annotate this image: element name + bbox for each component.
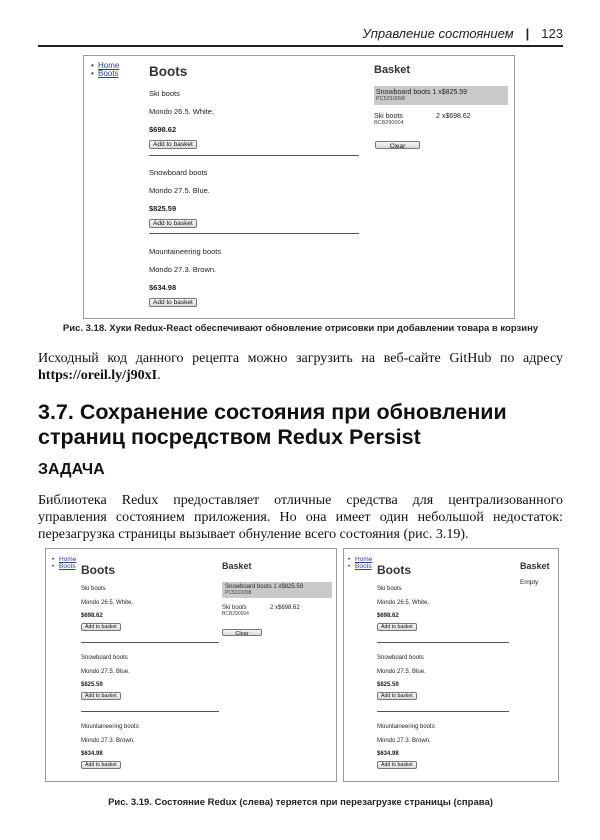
product-item xyxy=(81,724,139,769)
add-to-basket-button[interactable]: Add to basket xyxy=(377,761,417,769)
add-to-basket-button[interactable]: Add to basket xyxy=(149,140,197,149)
product-price: $634.98 xyxy=(81,751,103,757)
product-name: Mountaineering boots xyxy=(377,724,435,730)
caption-text: Хуки Redux-React обеспечивают обновление отрисовки при добавлении товара в корзину xyxy=(109,323,539,334)
basket-item-name: Ski boots xyxy=(222,605,247,611)
basket-item xyxy=(374,86,508,105)
nav-list xyxy=(348,557,372,571)
boots-link[interactable]: Boots xyxy=(59,562,76,570)
basket-item-name: Ski boots xyxy=(374,113,403,120)
figure-3-19-right-screenshot xyxy=(343,548,559,782)
source-url[interactable]: https://oreil.ly/j90xI xyxy=(38,368,158,383)
product-price: $825.59 xyxy=(81,682,103,688)
product-description: Mondo 27.3. Brown. xyxy=(377,738,431,744)
home-link[interactable]: Home xyxy=(355,556,373,563)
header-separator: | xyxy=(525,26,530,41)
home-link[interactable]: Home xyxy=(59,556,77,563)
clear-button[interactable]: Clear xyxy=(375,141,420,149)
product-item xyxy=(81,586,133,631)
basket-title: Basket xyxy=(222,561,252,571)
basket-item-qty: 2 x$698.62 xyxy=(436,113,471,120)
basket-title: Basket xyxy=(374,64,411,76)
product-item xyxy=(149,89,214,149)
basket-item-qty: 2 x$698.62 xyxy=(270,605,300,611)
product-description: Mondo 26.5. White. xyxy=(149,107,215,116)
add-to-basket-button[interactable]: Add to basket xyxy=(81,761,121,769)
figure-3-18-screenshot xyxy=(83,55,515,319)
product-price: $825.59 xyxy=(377,682,399,688)
add-to-basket-button[interactable]: Add to basket xyxy=(149,298,197,307)
product-description: Mondo 27.5. Blue. xyxy=(377,669,426,675)
basket-item-name: Snowboard boots xyxy=(376,89,431,96)
boots-link[interactable]: Boots xyxy=(98,69,119,79)
product-item xyxy=(377,724,435,769)
product-divider xyxy=(149,155,359,156)
product-name: Ski boots xyxy=(149,89,180,98)
task-paragraph: Библиотека Redux предоставляет отличные средства для централизованного управления состоянием приложения. Но она имеет один небольшой недостаток: перезагрузка страницы вызывает обнуление всего состояния (рис. 3.19). xyxy=(38,493,563,542)
basket-item-name: Snowboard boots xyxy=(225,584,272,590)
add-to-basket-button[interactable]: Add to basket xyxy=(377,692,417,700)
caption-label: Рис. 3.18. xyxy=(62,323,107,334)
section-heading: 3.7. Сохранение состояния при обновлении страниц посредством Redux Persist xyxy=(38,400,507,449)
product-description: Mondo 26.5. White. xyxy=(81,600,134,606)
product-name: Snowboard boots xyxy=(377,655,424,661)
store-title: Boots xyxy=(377,563,411,577)
basket-empty-text: Empty xyxy=(520,579,539,586)
store-title: Boots xyxy=(81,563,115,577)
product-description: Mondo 26.5. White. xyxy=(377,600,430,606)
source-text: Исходный код данного рецепта можно загрузить на веб-сайте GitHub по адресу xyxy=(38,351,563,366)
caption-label: Рис. 3.19. xyxy=(108,797,152,808)
product-price: $825.59 xyxy=(149,204,177,213)
basket-item xyxy=(222,605,326,617)
boots-link[interactable]: Boots xyxy=(355,562,372,570)
chapter-title: Управление состоянием xyxy=(362,26,514,41)
nav-item-boots xyxy=(91,70,119,78)
product-name: Ski boots xyxy=(81,586,106,592)
product-name: Mountaineering boots xyxy=(81,724,139,730)
home-link[interactable]: Home xyxy=(98,61,120,70)
product-name: Mountaineering boots xyxy=(149,247,222,256)
basket-item xyxy=(222,582,332,598)
nav-list xyxy=(52,557,76,571)
clear-button[interactable]: Clear xyxy=(222,629,262,636)
product-item xyxy=(81,655,130,700)
product-price: $698.62 xyxy=(377,613,399,619)
product-description: Mondo 27.5. Blue. xyxy=(149,186,210,195)
nav-item-boots xyxy=(348,564,372,571)
source-trailing: . xyxy=(157,368,161,383)
basket-item-qty: 1 x$825.59 xyxy=(273,584,304,590)
basket-item xyxy=(374,113,504,126)
basket-item-code: PC5310098 xyxy=(225,590,252,596)
product-divider xyxy=(149,233,359,234)
add-to-basket-button[interactable]: Add to basket xyxy=(81,623,121,631)
add-to-basket-button[interactable]: Add to basket xyxy=(81,692,121,700)
product-item xyxy=(149,168,210,228)
product-description: Mondo 27.5. Blue. xyxy=(81,669,130,675)
product-divider xyxy=(377,711,509,712)
product-divider xyxy=(81,642,219,643)
store-title: Boots xyxy=(149,64,188,79)
basket-title: Basket xyxy=(520,561,550,571)
product-item xyxy=(377,586,429,631)
basket-item-code: PC5310098 xyxy=(376,96,406,102)
running-header xyxy=(38,26,563,44)
figure-3-19-left-screenshot xyxy=(45,548,337,782)
product-price: $698.62 xyxy=(149,125,177,134)
basket-item-code: BCB290004 xyxy=(222,611,249,617)
caption-text: Состояние Redux (слева) теряется при перезагрузке страницы (справа) xyxy=(154,797,493,808)
product-description: Mondo 27.3. Brown. xyxy=(149,265,217,274)
task-heading: ЗАДАЧА xyxy=(38,461,105,478)
basket-item-qty: 1 x$825.59 xyxy=(432,89,468,96)
product-item xyxy=(377,655,426,700)
page-number: 123 xyxy=(541,26,563,41)
product-divider xyxy=(377,642,509,643)
figure-3-18-caption xyxy=(38,323,563,334)
nav-list xyxy=(91,62,119,79)
product-description: Mondo 27.3. Brown. xyxy=(81,738,135,744)
product-price: $634.98 xyxy=(377,751,399,757)
header-rule xyxy=(38,45,563,47)
product-item xyxy=(149,247,221,307)
basket-item-code: BCB290004 xyxy=(374,120,404,126)
product-name: Ski boots xyxy=(377,586,402,592)
add-to-basket-button[interactable]: Add to basket xyxy=(149,219,197,228)
nav-item-boots xyxy=(52,564,76,571)
product-name: Snowboard boots xyxy=(149,168,208,177)
product-name: Snowboard boots xyxy=(81,655,128,661)
figure-3-19-caption xyxy=(38,797,563,808)
source-paragraph xyxy=(38,350,563,384)
product-price: $634.98 xyxy=(149,283,177,292)
product-price: $698.62 xyxy=(81,613,103,619)
add-to-basket-button[interactable]: Add to basket xyxy=(377,623,417,631)
product-divider xyxy=(81,711,219,712)
